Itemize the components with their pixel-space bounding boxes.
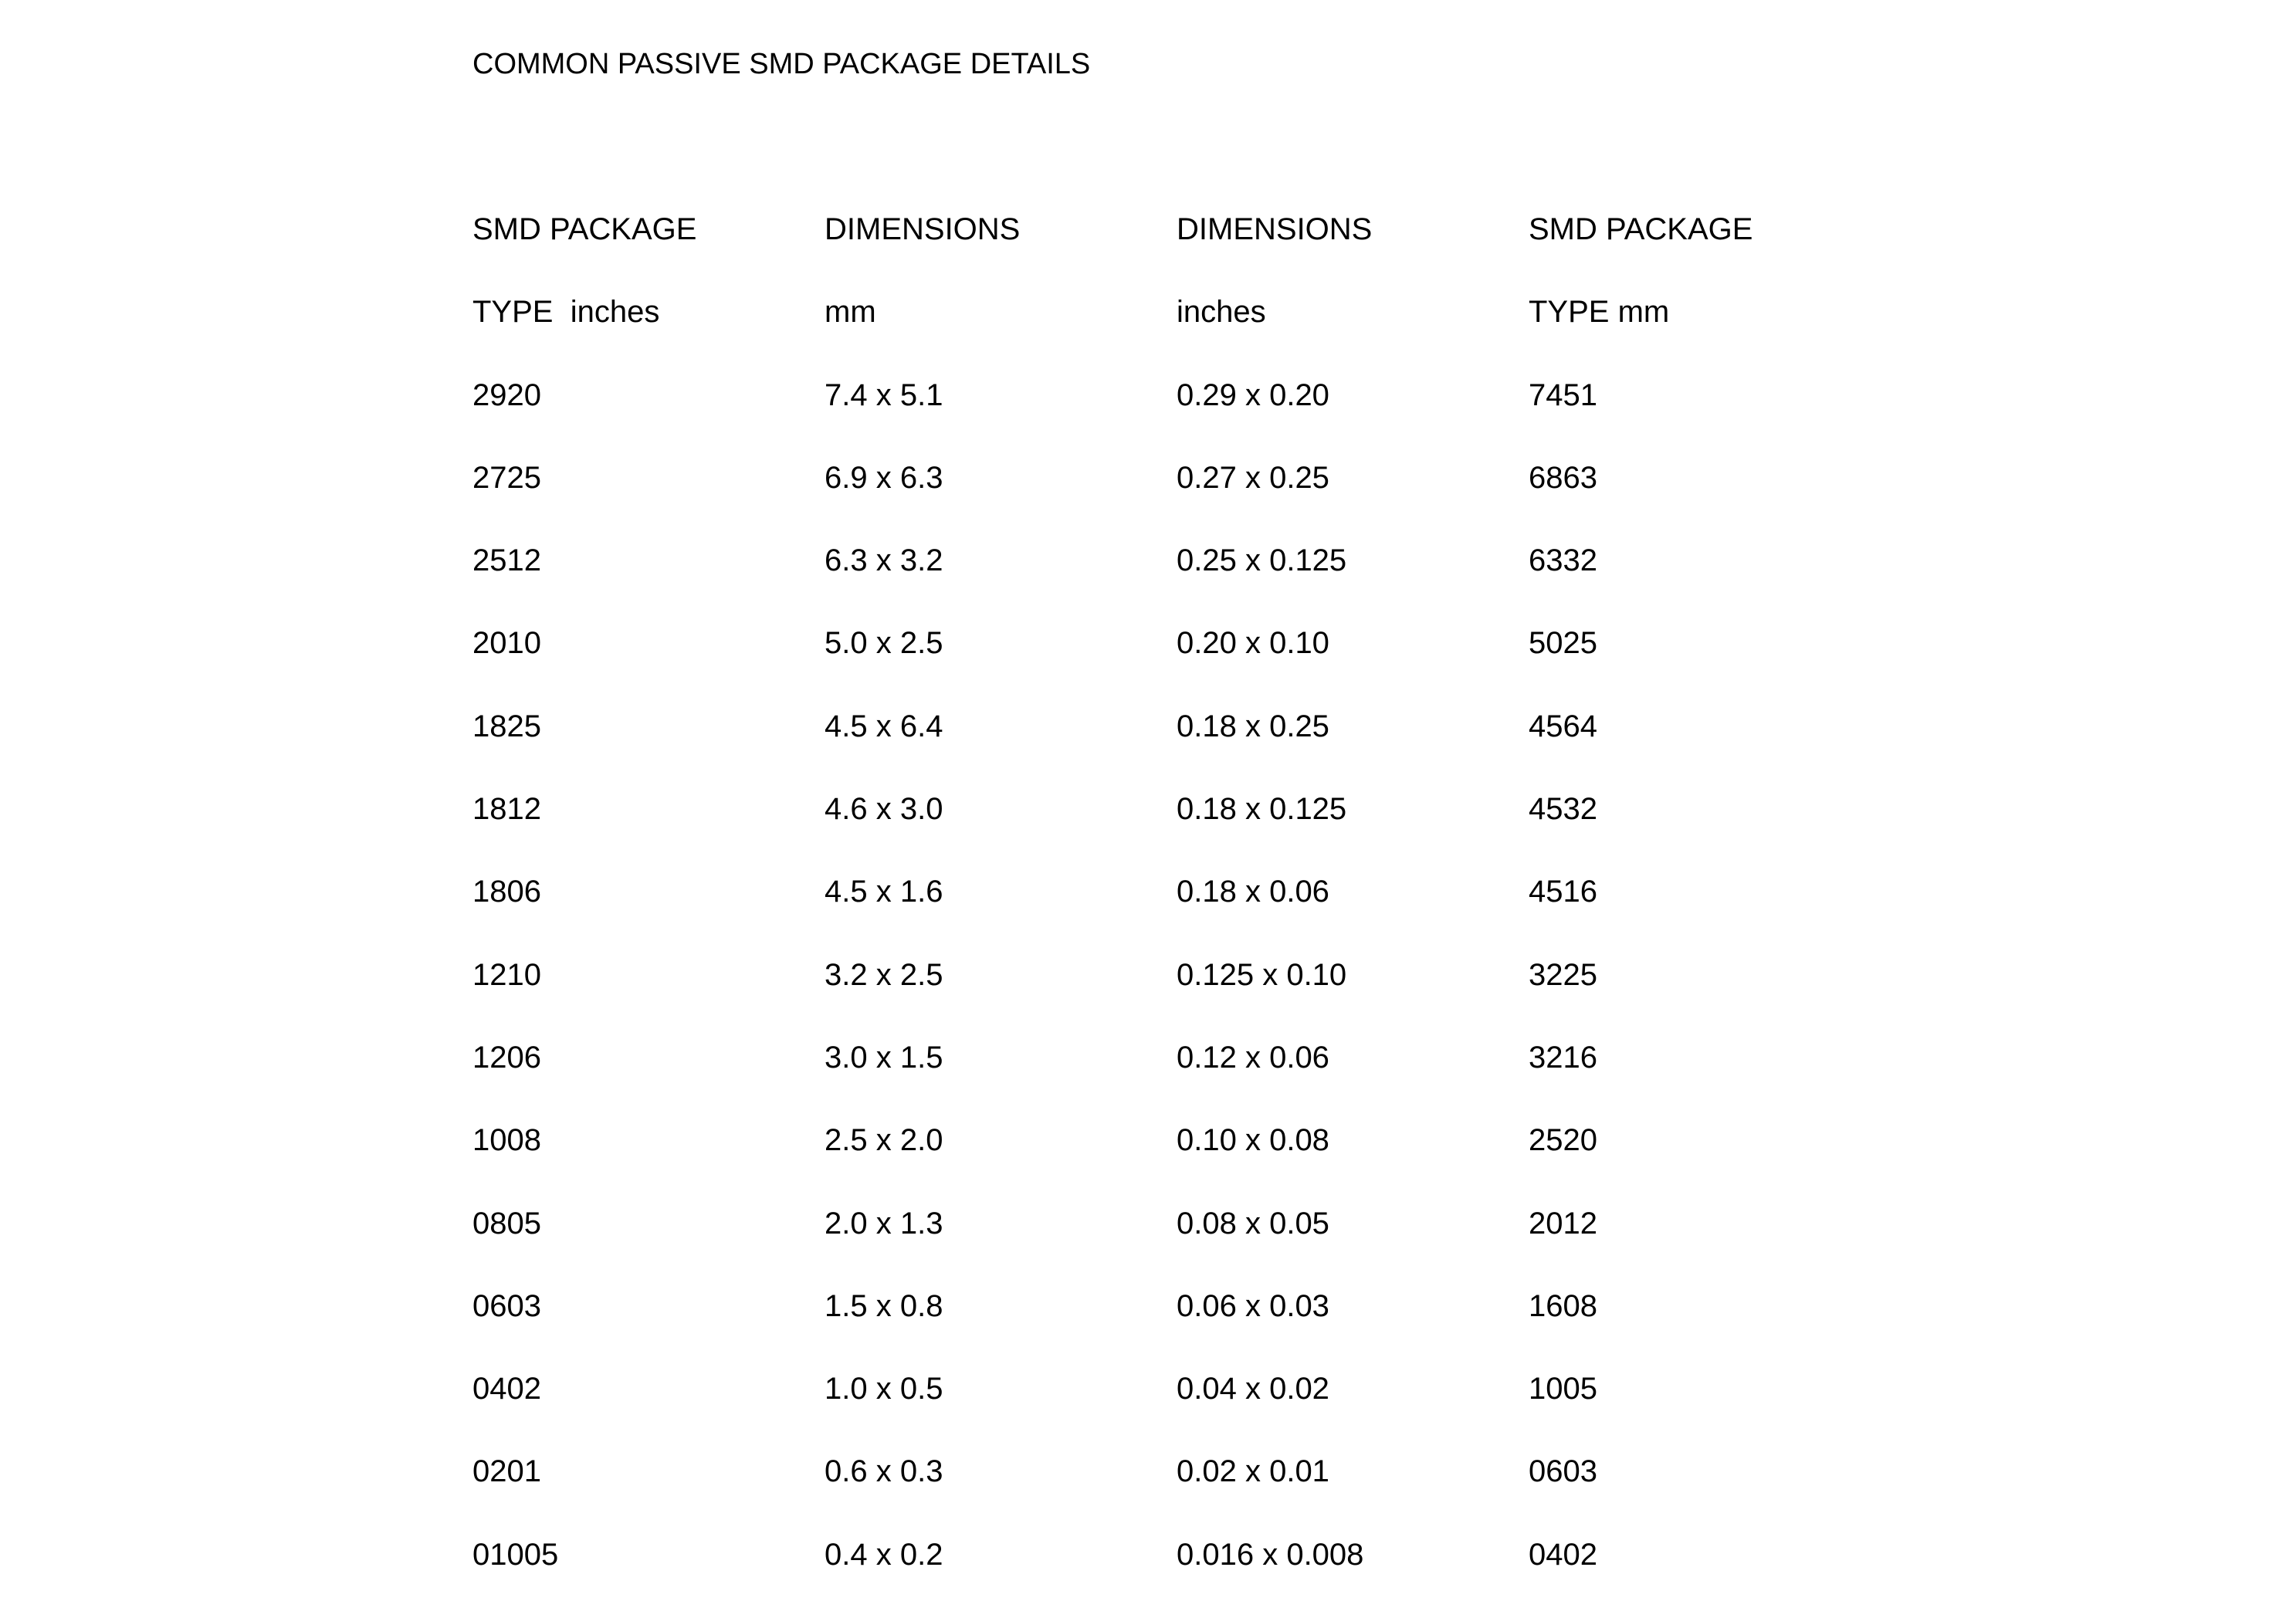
dimensions-mm-cell: 0.4 x 0.2 — [825, 1537, 943, 1572]
dimensions-mm-cell: 3.0 x 1.5 — [825, 1040, 943, 1075]
package-inches-cell: 0201 — [472, 1454, 541, 1489]
package-mm-cell: 2520 — [1529, 1123, 1597, 1158]
dimensions-mm-cell: 1.0 x 0.5 — [825, 1372, 943, 1406]
header-cell-package-mm-unit: TYPE mm — [1529, 295, 1670, 330]
dimensions-inches-cell: 0.27 x 0.25 — [1177, 460, 1329, 495]
package-inches-cell: 0805 — [472, 1206, 541, 1241]
header-cell-dimensions-inches-unit: inches — [1177, 295, 1266, 330]
dimensions-inches-cell: 0.29 x 0.20 — [1177, 377, 1329, 412]
dimensions-inches-cell: 0.04 x 0.02 — [1177, 1372, 1329, 1406]
dimensions-inches-cell: 0.18 x 0.25 — [1177, 709, 1329, 743]
dimensions-mm-cell: 2.5 x 2.0 — [825, 1123, 943, 1158]
dimensions-mm-cell: 4.5 x 1.6 — [825, 875, 943, 909]
package-inches-cell: 2512 — [472, 543, 541, 578]
package-mm-cell: 4564 — [1529, 709, 1597, 743]
package-inches-cell: 0402 — [472, 1372, 541, 1406]
package-mm-cell: 5025 — [1529, 626, 1597, 661]
package-mm-cell: 4532 — [1529, 792, 1597, 827]
package-inches-cell: 1210 — [472, 957, 541, 992]
header-cell-dimensions-mm: DIMENSIONS — [825, 212, 1021, 246]
dimensions-mm-cell: 6.9 x 6.3 — [825, 460, 943, 495]
package-mm-cell: 3225 — [1529, 957, 1597, 992]
dimensions-inches-cell: 0.18 x 0.125 — [1177, 792, 1347, 827]
dimensions-inches-cell: 0.20 x 0.10 — [1177, 626, 1329, 661]
package-mm-cell: 7451 — [1529, 377, 1597, 412]
package-mm-cell: 1005 — [1529, 1372, 1597, 1406]
dimensions-inches-cell: 0.10 x 0.08 — [1177, 1123, 1329, 1158]
header-cell-package-mm: SMD PACKAGE — [1529, 212, 1753, 246]
package-inches-cell: 2725 — [472, 460, 541, 495]
package-inches-cell: 2920 — [472, 377, 541, 412]
header-cell-dimensions-inches: DIMENSIONS — [1177, 212, 1373, 246]
document-title: COMMON PASSIVE SMD PACKAGE DETAILS — [472, 48, 1091, 80]
dimensions-mm-cell: 3.2 x 2.5 — [825, 957, 943, 992]
package-inches-cell: 0603 — [472, 1288, 541, 1323]
dimensions-mm-cell: 1.5 x 0.8 — [825, 1288, 943, 1323]
header-cell-package-inches-unit: TYPE inches — [472, 295, 660, 330]
package-inches-cell: 1206 — [472, 1040, 541, 1075]
dimensions-inches-cell: 0.18 x 0.06 — [1177, 875, 1329, 909]
header-cell-package-inches: SMD PACKAGE — [472, 212, 697, 246]
package-mm-cell: 3216 — [1529, 1040, 1597, 1075]
package-mm-cell: 6332 — [1529, 543, 1597, 578]
dimensions-mm-cell: 4.5 x 6.4 — [825, 709, 943, 743]
package-mm-cell: 1608 — [1529, 1288, 1597, 1323]
package-mm-cell: 0603 — [1529, 1454, 1597, 1489]
package-inches-cell: 1812 — [472, 792, 541, 827]
dimensions-inches-cell: 0.02 x 0.01 — [1177, 1454, 1329, 1489]
package-mm-cell: 0402 — [1529, 1537, 1597, 1572]
package-mm-cell: 2012 — [1529, 1206, 1597, 1241]
package-inches-cell: 01005 — [472, 1537, 559, 1572]
dimensions-mm-cell: 0.6 x 0.3 — [825, 1454, 943, 1489]
dimensions-mm-cell: 4.6 x 3.0 — [825, 792, 943, 827]
package-inches-cell: 1806 — [472, 875, 541, 909]
dimensions-inches-cell: 0.06 x 0.03 — [1177, 1288, 1329, 1323]
dimensions-mm-cell: 7.4 x 5.1 — [825, 377, 943, 412]
package-mm-cell: 6863 — [1529, 460, 1597, 495]
dimensions-inches-cell: 0.08 x 0.05 — [1177, 1206, 1329, 1241]
package-inches-cell: 1825 — [472, 709, 541, 743]
dimensions-inches-cell: 0.125 x 0.10 — [1177, 957, 1347, 992]
dimensions-inches-cell: 0.25 x 0.125 — [1177, 543, 1347, 578]
package-mm-cell: 4516 — [1529, 875, 1597, 909]
dimensions-inches-cell: 0.12 x 0.06 — [1177, 1040, 1329, 1075]
dimensions-mm-cell: 6.3 x 3.2 — [825, 543, 943, 578]
dimensions-inches-cell: 0.016 x 0.008 — [1177, 1537, 1364, 1572]
header-cell-dimensions-mm-unit: mm — [825, 295, 876, 330]
package-inches-cell: 2010 — [472, 626, 541, 661]
dimensions-mm-cell: 5.0 x 2.5 — [825, 626, 943, 661]
package-inches-cell: 1008 — [472, 1123, 541, 1158]
dimensions-mm-cell: 2.0 x 1.3 — [825, 1206, 943, 1241]
